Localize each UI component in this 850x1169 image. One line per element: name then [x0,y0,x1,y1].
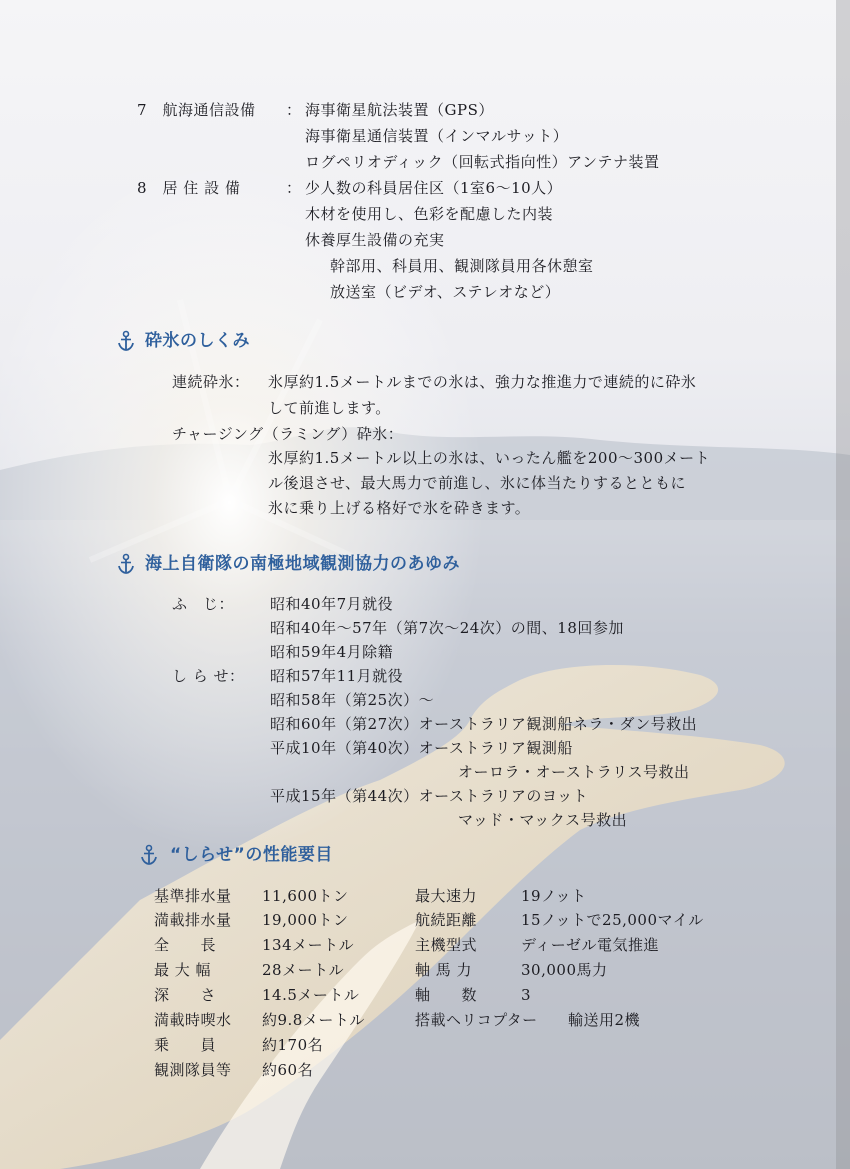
charging-line-3: 氷に乗り上げる格好で氷を砕きます。 [268,499,531,517]
spec-left-label-8: 観測隊員等 [154,1061,232,1079]
spec-right-value-4: 30,000馬力 [521,961,608,979]
fuji-line-1: 昭和40年7月就役 [270,595,394,613]
charging-line-1: 氷厚約1.5メートル以上の氷は、いったん艦を200〜300メート [268,449,711,467]
spec-left-value-7: 約170名 [262,1036,324,1054]
item8-value-1: 少人数の科員居住区（1室6〜10人） [305,179,563,197]
shirase-label: し ら せ： [172,667,245,685]
shirase-line-7: マッド・マックス号救出 [458,811,628,829]
fuji-label: ふ じ： [172,595,235,613]
fuji-line-2: 昭和40年〜57年（第7次〜24次）の間、18回参加 [270,619,624,637]
spec-right-label-1: 最大速力 [415,887,478,905]
item7-value-3: ログペリオディック（回転式指向性）アンテナ装置 [305,153,660,171]
continuous-line-2: して前進します。 [268,399,391,417]
spec-right-label-2: 航続距離 [415,911,478,929]
shirase-line-6: 平成15年（第44次）オーストラリアのヨット [270,787,589,805]
spec-right-value-1: 19ノット [521,887,587,905]
item8-value-3: 休養厚生設備の充実 [305,231,445,249]
spec-left-value-3: 134メートル [262,936,355,954]
item7-colon: ： [286,101,302,119]
item7-value-1: 海事衛星航法装置（GPS） [305,101,494,119]
spec-right-label-5: 軸 数 [415,986,478,1004]
item8-sub-1: 幹部用、科員用、観測隊員用各休憩室 [330,257,594,275]
spec-left-value-5: 14.5メートル [262,986,360,1004]
fuji-line-3: 昭和59年4月除籍 [270,643,394,661]
item8-colon: ： [286,179,302,197]
spec-right-label-4: 軸 馬 力 [415,961,473,979]
spec-left-label-3: 全 長 [154,936,217,954]
spec-right-value-5: 3 [521,986,532,1004]
spec-right-label-3: 主機型式 [415,936,478,954]
anchor-icon [140,844,158,866]
spec-left-value-1: 11,600トン [262,887,349,905]
continuous-label: 連続砕氷： [172,373,250,391]
section-title-icebreaking: 砕氷のしくみ [145,331,250,351]
spec-left-label-1: 基準排水量 [154,887,232,905]
spec-right-value-2: 15ノットで25,000マイル [521,911,704,929]
item7-label: 7 航海通信設備 [137,101,256,119]
shirase-line-3: 昭和60年（第27次）オーストラリア観測船ネラ・ダン号救出 [270,715,698,733]
anchor-icon [117,330,135,352]
item7-value-2: 海事衛星通信装置（インマルサット） [305,127,569,145]
spec-left-label-6: 満載時喫水 [154,1011,232,1029]
shirase-line-1: 昭和57年11月就役 [270,667,404,685]
shirase-line-4: 平成10年（第40次）オーストラリア観測船 [270,739,573,757]
spec-right-value-3: ディーゼル電気推進 [521,936,660,954]
continuous-line-1: 氷厚約1.5メートルまでの氷は、強力な推進力で連続的に砕氷 [268,373,697,391]
spec-left-label-2: 満載排水量 [154,911,232,929]
section-title-specs: “しらせ”の性能要目 [170,845,333,865]
charging-label: チャージング（ラミング）砕氷： [172,425,404,443]
item8-label: 8 居 住 設 備 [137,179,241,197]
spec-left-label-7: 乗 員 [154,1036,217,1054]
spec-left-value-6: 約9.8メートル [262,1011,365,1029]
spec-left-label-4: 最 大 幅 [154,961,212,979]
spec-left-value-4: 28メートル [262,961,345,979]
shirase-line-5: オーロラ・オーストラリス号救出 [458,763,690,781]
spec-left-value-8: 約60名 [262,1061,314,1079]
anchor-icon [117,553,135,575]
item8-sub-2: 放送室（ビデオ、ステレオなど） [330,283,561,301]
spec-left-value-2: 19,000トン [262,911,349,929]
shirase-line-2: 昭和58年（第25次）〜 [270,691,435,709]
charging-line-2: ル後退させ、最大馬力で前進し、氷に体当たりするとともに [268,474,687,492]
section-title-history: 海上自衛隊の南極地域観測協力のあゆみ [145,554,460,574]
spec-right-label-6: 搭載ヘリコプター [415,1011,538,1029]
spec-left-label-5: 深 さ [154,986,217,1004]
spec-right-value-6: 輸送用2機 [568,1011,641,1029]
item8-value-2: 木材を使用し、色彩を配慮した内装 [305,205,554,223]
